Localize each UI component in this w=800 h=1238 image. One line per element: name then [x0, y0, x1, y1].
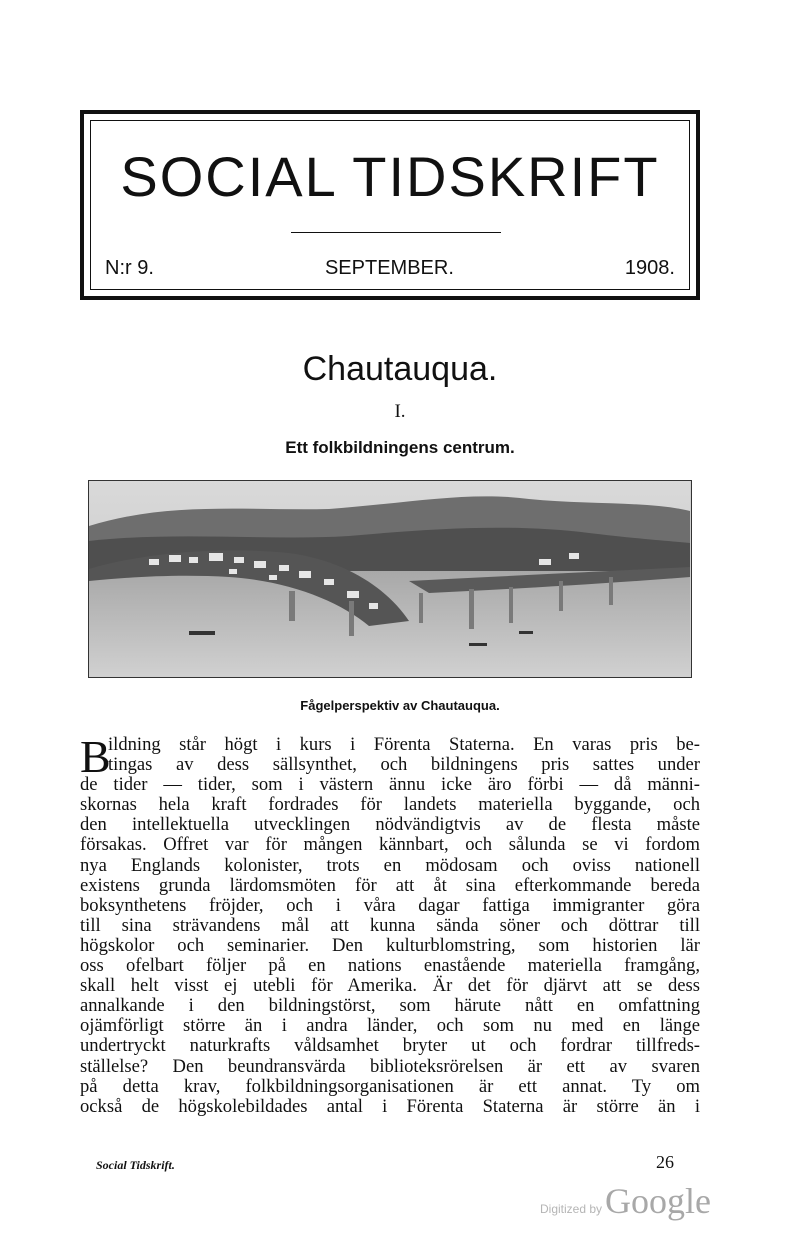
body-line: högskolor och seminarier. Den kulturblomstring, som historien lär	[80, 934, 700, 956]
body-line: ojämförligt större än i andra länder, och som nu med en länge	[80, 1015, 700, 1037]
watermark-prefix: Digitized by	[540, 1202, 603, 1216]
drop-cap: B	[80, 731, 111, 782]
photo-caption: Fågelperspektiv av Chautauqua.	[300, 698, 500, 713]
body-line: skall helt visst ej utebli för Amerika. Är det för djärvt att se dess	[80, 975, 700, 997]
body-line: ställelse? Den beundransvärda biblioteksrörelsen är ett av svaren	[80, 1055, 700, 1077]
body-line: nya Englands kolonister, trots en mödosam och oviss nationell	[80, 854, 700, 876]
journal-title: SOCIAL TIDSKRIFT	[120, 145, 660, 208]
lake-water	[89, 571, 690, 676]
page-number: 26	[656, 1152, 674, 1172]
body-line: undertryckt naturkrafts våldsamhet bryter ut och fordrar tillfreds-	[80, 1035, 700, 1057]
issue-row	[105, 257, 675, 280]
body-line: försakas. Offret var för mången kännbart, och sålunda se vi fordom	[80, 834, 700, 856]
article-subtitle: Ett folkbildningens centrum.	[285, 438, 515, 457]
issue-year: 1908.	[624, 257, 675, 279]
issue-number: N:r 9.	[105, 257, 154, 279]
body-line: boksynthetens fröjder, och i våra dagar fattiga immigranter göra	[80, 894, 700, 916]
watermark-brand: Google	[605, 1181, 712, 1221]
article-title: Chautauqua.	[302, 350, 498, 388]
masthead	[80, 110, 700, 300]
body-line: skornas hela kraft fordrades för landets materiella byggande, och	[80, 794, 700, 816]
aerial-photo-illustration	[89, 481, 690, 676]
body-line: de tider — tider, som i västern ännu icke äro förbi — då männi-	[80, 774, 700, 796]
masthead-inner-border	[90, 120, 690, 290]
body-line: oss ofelbart följer på en nations enastående materiella framgång,	[80, 955, 700, 977]
body-line: tingas av dess sällsynthet, och bildningens pris sattes under	[108, 754, 700, 776]
footer-journal-name: Social Tidskrift.	[96, 1158, 175, 1172]
digitization-watermark	[540, 1180, 711, 1222]
body-line: också de högskolebildades antal i Förenta Staterna är större än i	[80, 1095, 700, 1117]
body-line: existens grunda lärdomsmöten för att åt sina efterkommande bereda	[80, 874, 700, 896]
part-number: I.	[394, 401, 406, 422]
body-line: annalkande i den bildningstörst, som härute nått en omfattning	[80, 995, 700, 1017]
body-line: på detta krav, folkbildningsorganisationen är ett annat. Ty om	[80, 1075, 700, 1097]
body-line: den intellektuella utvecklingen nödvändigtvis av de flesta måste	[80, 814, 700, 836]
article-body	[80, 731, 700, 1117]
title-rule	[291, 232, 501, 233]
aerial-photograph	[88, 480, 692, 678]
body-line: ildning står högt i kurs i Förenta Staterna. En varas pris be-	[108, 734, 700, 755]
body-line: till sina strävandens mål att kunna sända söner och döttrar till	[80, 914, 700, 936]
issue-month: SEPTEMBER.	[324, 257, 454, 279]
